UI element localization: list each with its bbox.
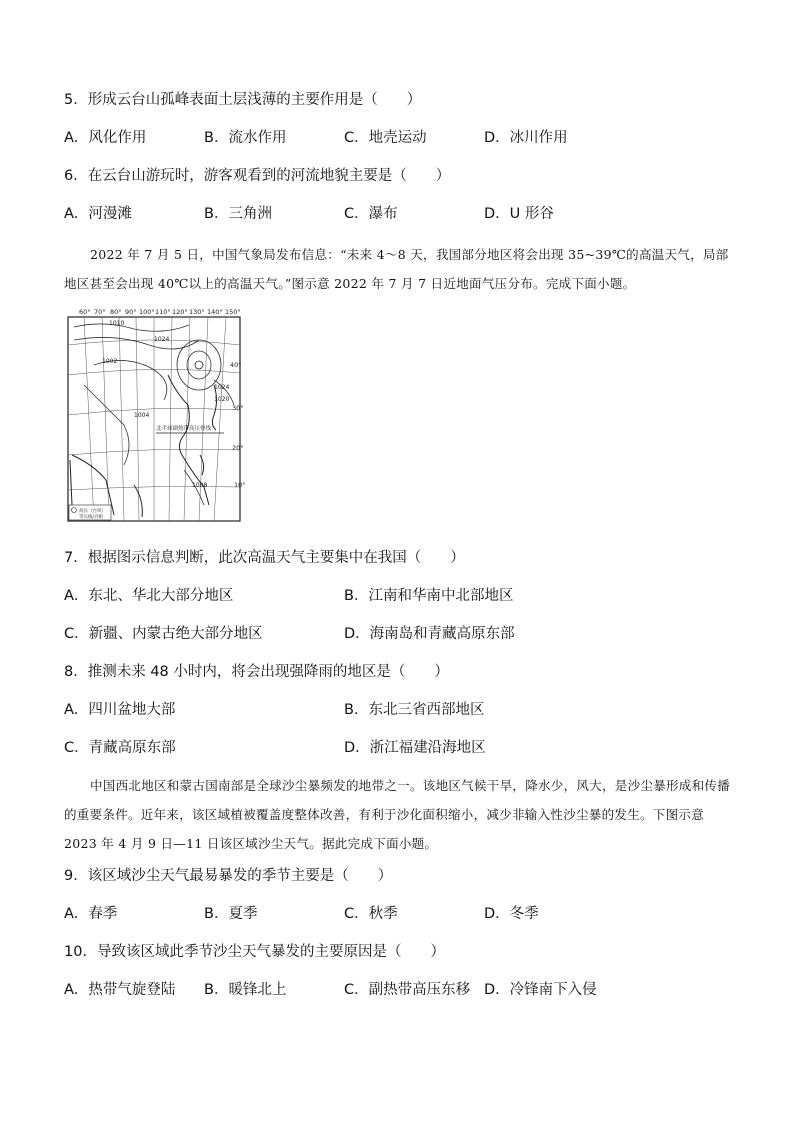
q7-option-d[interactable]: D．海南岛和青藏高原东部 <box>344 626 515 642</box>
lon-label: 140° <box>207 308 223 316</box>
q6-option-c[interactable]: C．瀑布 <box>344 206 398 222</box>
q9-option-b[interactable]: B．夏季 <box>204 906 258 922</box>
lon-label: 150° <box>225 308 241 316</box>
isobar-label: 1020 <box>214 396 230 403</box>
coastlines <box>70 375 217 517</box>
graticule <box>68 317 240 521</box>
q8-option-d[interactable]: D．浙江福建沿海地区 <box>344 740 486 756</box>
q5-option-a[interactable]: A．风化作用 <box>64 130 147 146</box>
q6-option-d[interactable]: D．U 形谷 <box>484 206 554 222</box>
legend-label: 等压线/百帕 <box>79 515 104 520</box>
q6-option-a[interactable]: A．河漫滩 <box>64 206 132 222</box>
question-8-stem: 8．推测未来 48 小时内，将会出现强降雨的地区是（ ） <box>64 664 449 680</box>
high-pressure-symbol <box>195 361 203 369</box>
q10-option-a[interactable]: A．热带气旋登陆 <box>64 982 176 998</box>
pressure-map-figure <box>64 305 244 525</box>
lon-label: 70° <box>94 308 106 316</box>
lon-label: 60° <box>79 308 91 316</box>
legend-label: 高压（台风） <box>79 509 106 514</box>
question-5-stem: 5．形成云台山孤峰表面土层浅薄的主要作用是（ ） <box>64 92 422 108</box>
q5-option-b[interactable]: B．流水作用 <box>204 130 287 146</box>
lon-label: 130° <box>189 308 205 316</box>
isobar-label: 1004 <box>134 412 150 419</box>
lon-label: 100° <box>139 308 155 316</box>
lon-label: 120° <box>172 308 188 316</box>
lat-label: 30° <box>232 404 244 412</box>
q10-option-d[interactable]: D．冷锋南下入侵 <box>484 982 597 998</box>
isobar-label: 1024 <box>214 384 230 391</box>
pressure-map-svg <box>64 305 244 525</box>
lon-label: 110° <box>155 308 171 316</box>
lon-label: 80° <box>110 308 122 316</box>
q10-option-b[interactable]: B．暖锋北上 <box>204 982 287 998</box>
q6-option-b[interactable]: B．三角洲 <box>204 206 272 222</box>
isobar-label: 1024 <box>154 336 170 343</box>
lon-label: 90° <box>125 308 137 316</box>
q8-option-b[interactable]: B．东北三省西部地区 <box>344 702 485 718</box>
question-10-stem: 10．导致该区域此季节沙尘天气暴发的主要原因是（ ） <box>64 944 445 960</box>
q9-option-d[interactable]: D．冬季 <box>484 906 539 922</box>
isobar-label: 1010 <box>109 320 125 327</box>
q8-option-c[interactable]: C．青藏高原东部 <box>64 740 176 756</box>
question-7-stem: 7．根据图示信息判断，此次高温天气主要集中在我国（ ） <box>64 550 465 566</box>
question-6-stem: 6．在云台山游玩时，游客观看到的河流地貌主要是（ ） <box>64 168 451 184</box>
question-9-stem: 9．该区域沙尘天气最易暴发的季节主要是（ ） <box>64 868 393 884</box>
lat-label: 20° <box>232 444 244 452</box>
q8-option-a[interactable]: A．四川盆地大部 <box>64 702 176 718</box>
q9-option-c[interactable]: C．秋季 <box>344 906 398 922</box>
q7-option-b[interactable]: B．江南和华南中北部地区 <box>344 588 514 604</box>
ridge-annotation: 北半球副热带高压脊线 <box>156 426 212 432</box>
q7-option-c[interactable]: C．新疆、内蒙古绝大部分地区 <box>64 626 263 642</box>
q9-option-a[interactable]: A．春季 <box>64 906 118 922</box>
q5-option-c[interactable]: C．地壳运动 <box>344 130 427 146</box>
q10-option-c[interactable]: C．副热带高压东移 <box>344 982 471 998</box>
q7-option-a[interactable]: A．东北、华北大部分地区 <box>64 588 234 604</box>
dust-passage: 中国西北地区和蒙古国南部是全球沙尘暴频发的地带之一。该地区气候干旱，降水少，风大，是沙尘暴形成和传播的重要条件。近年来，该区域植被覆盖度整体改善，有利于沙化面积缩小，减少非输入性沙尘暴的发生。下图示意 2023 年 4 月 9 日—11 日该区域沙尘天气。据此完成下面小题。 <box>64 778 731 851</box>
lat-label: 40° <box>230 361 242 369</box>
isobar-label: 1002 <box>102 358 118 365</box>
lat-label: 10° <box>234 481 246 489</box>
isobar-label: 1008 <box>192 482 208 489</box>
q5-option-d[interactable]: D．冰川作用 <box>484 130 568 146</box>
heat-passage: 2022 年 7 月 5 日，中国气象局发布信息：“未来 4～8 天，我国部分地区将会出现 35~39℃的高温天气，局部地区甚至会出现 40℃以上的高温天气。”图示意 2022 年 7 月 7 日近地面气压分布。完成下面小题。 <box>64 247 729 291</box>
